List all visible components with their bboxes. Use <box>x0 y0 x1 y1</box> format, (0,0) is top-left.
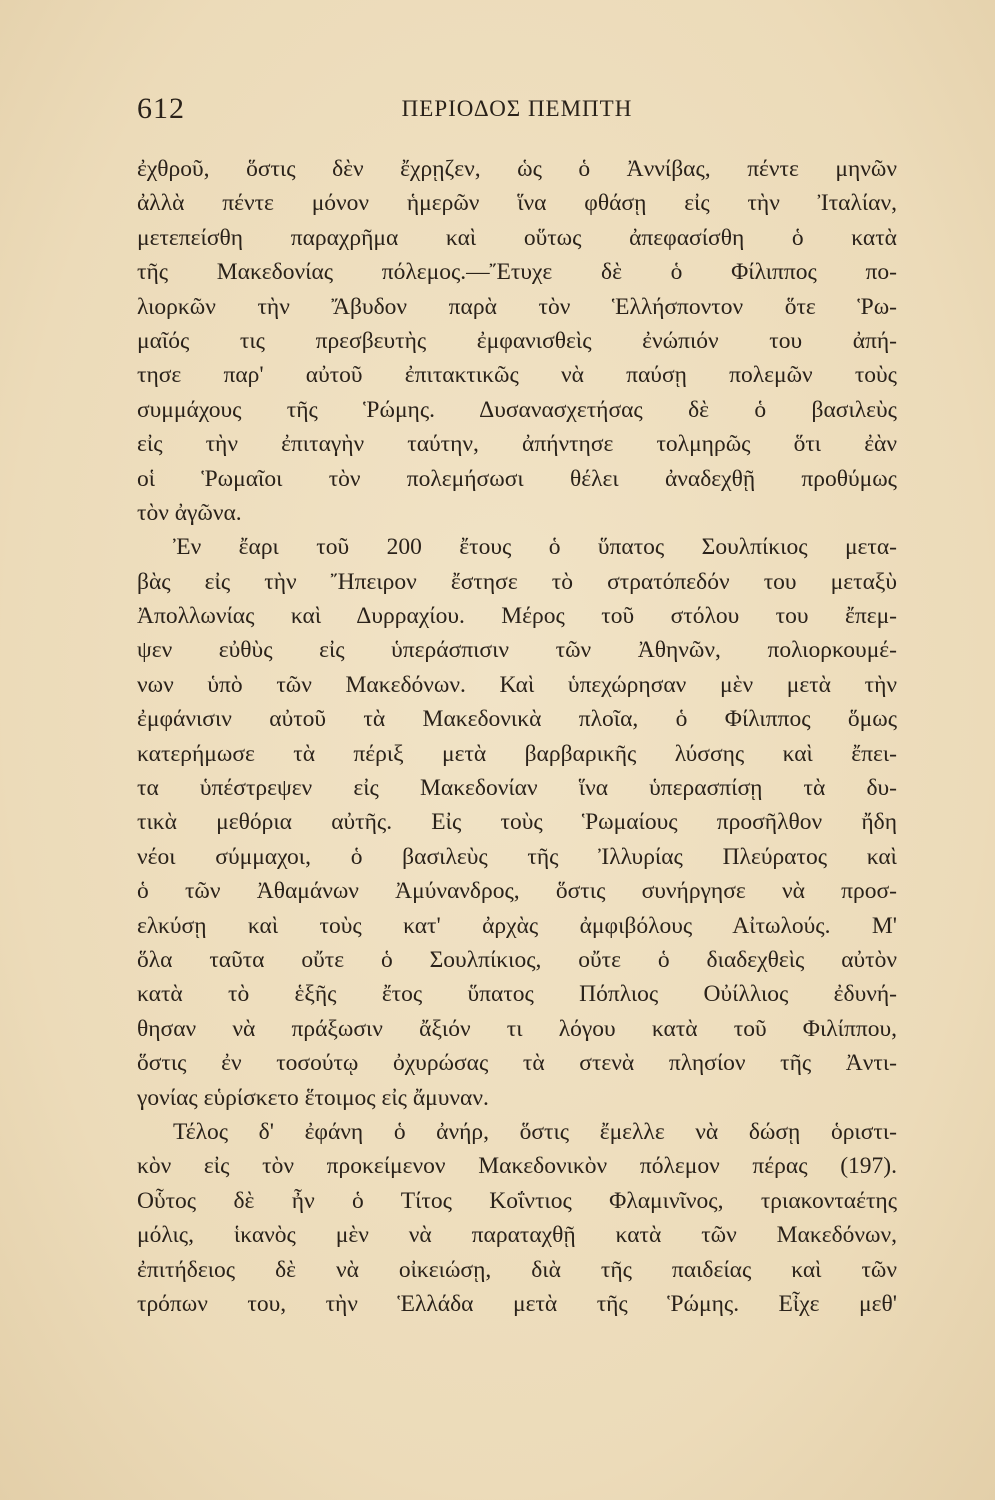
text-line: Ἀπολλωνίας καὶ Δυρραχίου. Μέρος τοῦ στόλου του ἔπεμ- <box>137 603 897 630</box>
body-text <box>137 152 897 1321</box>
text-line: Οὗτος δὲ ἦν ὁ Τίτος Κοΐντιος Φλαμινῖνος, τριακονταέτης <box>137 1187 897 1214</box>
text-line: λιορκῶν τὴν Ἄβυδον παρὰ τὸν Ἑλλήσποντον ὅτε Ῥω- <box>137 293 897 320</box>
text-line: κατὰ τὸ ἑξῆς ἔτος ὕπατος Πόπλιος Οὐίλλιος ἐδυνή- <box>137 981 897 1008</box>
text-line: εἰς τὴν ἐπιταγὴν ταύτην, ἀπήντησε τολμηρῶς ὅτι ἐὰν <box>137 431 897 458</box>
text-line: οἱ Ῥωμαῖοι τὸν πολεμήσωσι θέλει ἀναδεχθῇ προθύμως <box>137 465 897 492</box>
text-line: μετεπείσθη παραχρῆμα καὶ οὕτως ἀπεφασίσθη ὁ κατὰ <box>137 224 897 251</box>
text-line: ὅλα ταῦτα οὔτε ὁ Σουλπίκιος, οὔτε ὁ διαδεχθεὶς αὐτὸν <box>137 946 897 973</box>
text-line-paragraph-end: γονίας εὑρίσκετο ἕτοιμος εἰς ἄμυναν. <box>137 1084 489 1111</box>
text-line-paragraph-start: Τέλος δ' ἐφάνη ὁ ἀνήρ, ὅστις ἔμελλε νὰ δώσῃ ὁριστι- <box>173 1118 897 1145</box>
text-line: θησαν νὰ πράξωσιν ἄξιόν τι λόγου κατὰ τοῦ Φιλίππου, <box>137 1015 897 1042</box>
text-line: τικὰ μεθόρια αὐτῆς. Εἰς τοὺς Ῥωμαίους προσῆλθον ἤδη <box>137 809 897 836</box>
text-line: ὁ τῶν Ἀθαμάνων Ἀμύνανδρος, ὅστις συνήργησε νὰ προσ- <box>137 878 897 905</box>
text-line: τα ὑπέστρεψεν εἰς Μακεδονίαν ἵνα ὑπερασπίσῃ τὰ δυ- <box>137 775 897 802</box>
text-line: τησε παρ' αὐτοῦ ἐπιτακτικῶς νὰ παύσῃ πολεμῶν τοὺς <box>137 362 897 389</box>
text-line: συμμάχους τῆς Ῥώμης. Δυσανασχετήσας δὲ ὁ βασιλεὺς <box>137 396 897 423</box>
text-line: τῆς Μακεδονίας πόλεμος.—Ἔτυχε δὲ ὁ Φίλιππος πο- <box>137 259 897 286</box>
text-line: ἐχθροῦ, ὅστις δὲν ἔχρῃζεν, ὡς ὁ Ἀννίβας, πέντε μηνῶν <box>137 156 897 182</box>
text-line: κὸν εἰς τὸν προκείμενον Μακεδονικὸν πόλεμον πέρας (197). <box>137 1153 897 1180</box>
text-line: κατερήμωσε τὰ πέριξ μετὰ βαρβαρικῆς λύσσης καὶ ἔπει- <box>137 740 897 767</box>
text-line-paragraph-end: τὸν ἀγῶνα. <box>137 499 242 526</box>
text-line: τρόπων του, τὴν Ἑλλάδα μετὰ τῆς Ῥώμης. Εἶχε μεθ' <box>137 1290 897 1317</box>
page-number: 612 <box>137 92 185 125</box>
text-line: ψεν εὐθὺς εἰς ὑπεράσπισιν τῶν Ἀθηνῶν, πολιορκουμέ- <box>137 637 897 664</box>
text-line: ελκύσῃ καὶ τοὺς κατ' ἀρχὰς ἀμφιβόλους Αἰτωλούς. Μ' <box>137 912 897 939</box>
text-line: βὰς εἰς τὴν Ἤπειρον ἔστησε τὸ στρατόπεδόν του μεταξὺ <box>137 568 897 595</box>
text-line: ἀλλὰ πέντε μόνον ἡμερῶν ἵνα φθάσῃ εἰς τὴν Ἰταλίαν, <box>137 190 897 217</box>
text-line: νων ὑπὸ τῶν Μακεδόνων. Καὶ ὑπεχώρησαν μὲν μετὰ τὴν <box>137 671 897 698</box>
text-line: ἐπιτήδειος δὲ νὰ οἰκειώσῃ, διὰ τῆς παιδείας καὶ τῶν <box>137 1256 897 1283</box>
running-head <box>137 92 897 132</box>
running-title: ΠΕΡΙΟΔΟΣ ΠΕΜΠΤΗ <box>401 96 633 121</box>
text-line: μόλις, ἱκανὸς μὲν νὰ παραταχθῇ κατὰ τῶν Μακεδόνων, <box>137 1222 897 1249</box>
text-line: νέοι σύμμαχοι, ὁ βασιλεὺς τῆς Ἰλλυρίας Πλεύρατος καὶ <box>137 843 897 870</box>
text-line: ὅστις ἐν τοσούτῳ ὀχυρώσας τὰ στενὰ πλησίον τῆς Ἀντι- <box>137 1050 897 1077</box>
text-line: ἐμφάνισιν αὐτοῦ τὰ Μακεδονικὰ πλοῖα, ὁ Φίλιππος ὅμως <box>137 706 897 733</box>
text-line: μαῖός τις πρεσβευτὴς ἐμφανισθεὶς ἐνώπιόν του ἀπή- <box>137 327 897 354</box>
text-line-paragraph-start: Ἐν ἔαρι τοῦ 200 ἔτους ὁ ὕπατος Σουλπίκιος μετα- <box>173 534 897 561</box>
